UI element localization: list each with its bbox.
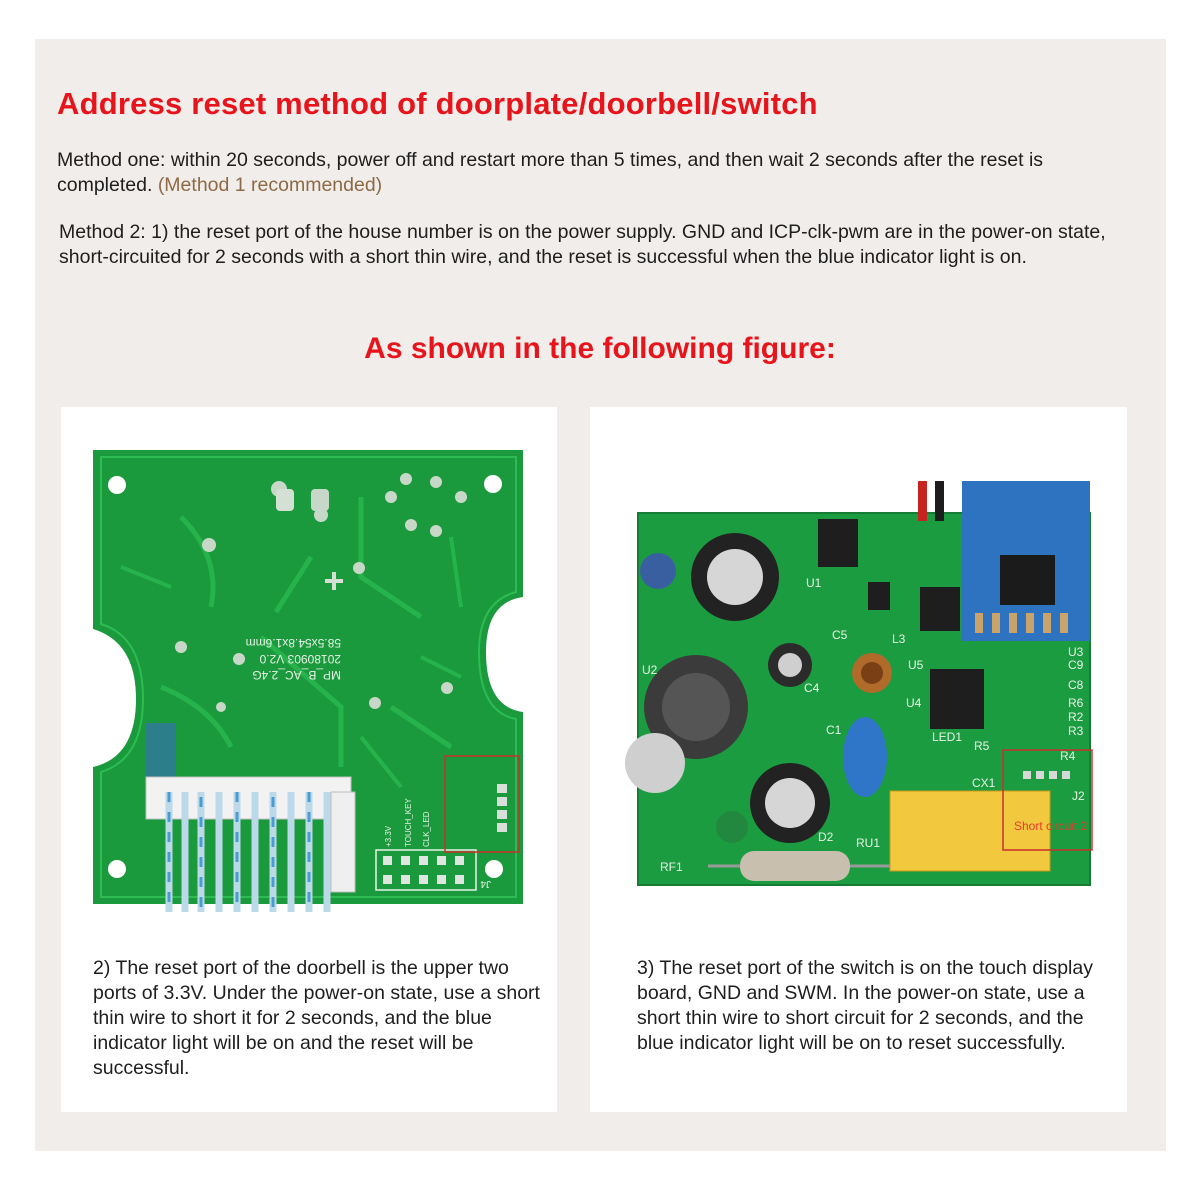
- figure-heading: As shown in the following figure:: [364, 332, 836, 365]
- board-label-line1: MP_B_AC_2.4G: [252, 668, 341, 682]
- label-l3: L3: [892, 632, 906, 646]
- board-label-line3: 58.5x54.8x1.6mm: [245, 636, 341, 650]
- label-c9: C9: [1068, 658, 1084, 672]
- label-r4: R4: [1060, 749, 1076, 763]
- label-u3: U3: [1068, 645, 1084, 659]
- label-r3: R3: [1068, 724, 1084, 738]
- label-d2: D2: [818, 830, 834, 844]
- mount-hole: [108, 860, 126, 878]
- method-one-paragraph: [57, 148, 1117, 198]
- method-one-recommendation: (Method 1 recommended): [157, 174, 383, 196]
- label-u5: U5: [908, 658, 924, 672]
- power-resistor: [740, 851, 850, 881]
- label-r2: R2: [1068, 710, 1084, 724]
- label-c5: C5: [832, 628, 848, 642]
- touch-key-label: TOUCH_KEY: [404, 798, 413, 847]
- label-u2: U2: [642, 663, 658, 677]
- label-r6: R6: [1068, 696, 1084, 710]
- label-cx1: CX1: [972, 776, 996, 790]
- method-two-paragraph: Method 2: 1) the reset port of the house number is on the power supply. GND and ICP-clk-pwm are in the power-on state, short-circuited for 2 seconds with a short thin wire, and the reset is successful when the blue indicator light is on.: [59, 221, 1106, 268]
- solder-pad-large: [276, 489, 294, 511]
- doorbell-caption: 2) The reset port of the doorbell is the upper two ports of 3.3V. Under the power-on state, use a short thin wire to short it for 2 seconds, and the blue indicator light will be on and the reset will be successful.: [93, 957, 540, 1079]
- label-c1: C1: [826, 723, 842, 737]
- j4-label: J4: [480, 878, 491, 889]
- label-u4: U4: [906, 696, 922, 710]
- switch-board-illustration: [590, 407, 1127, 927]
- method-one-text: Method one: within 20 seconds, power off and restart more than 5 times, and then wait 2 seconds after the reset is completed.: [57, 149, 1044, 196]
- label-rf1: RF1: [660, 860, 683, 874]
- label-c8: C8: [1068, 678, 1084, 692]
- label-u1: U1: [806, 576, 822, 590]
- doorbell-figure-card: [61, 407, 557, 1112]
- mount-hole: [484, 475, 502, 493]
- mount-hole: [485, 860, 503, 878]
- short-circuit-annotation: Short circuit 2: [1014, 819, 1088, 833]
- label-ru1: RU1: [856, 836, 881, 850]
- page-title: Address reset method of doorplate/doorbell/switch: [57, 86, 818, 121]
- y-capacitor: [843, 717, 887, 797]
- sensor-block: [146, 723, 176, 779]
- mount-hole: [108, 476, 126, 494]
- board-label-line2: 20180903 V2.0: [259, 652, 341, 666]
- doorbell-board-illustration: [61, 407, 557, 927]
- label-c4: C4: [804, 681, 820, 695]
- label-led1: LED1: [932, 730, 963, 744]
- switch-caption: 3) The reset port of the switch is on the touch display board, GND and SWM. In the power-on state, use a short thin wire to short circuit for 2 seconds, and the blue indicator light will be on to reset successfully.: [637, 957, 1093, 1054]
- v33-label: +3.3V: [384, 825, 393, 847]
- clk-led-label: CLK_LED: [422, 811, 431, 847]
- label-j2: J2: [1072, 789, 1085, 803]
- switch-figure-card: [590, 407, 1127, 1112]
- label-r5: R5: [974, 739, 990, 753]
- board-silkscreen: [246, 636, 341, 682]
